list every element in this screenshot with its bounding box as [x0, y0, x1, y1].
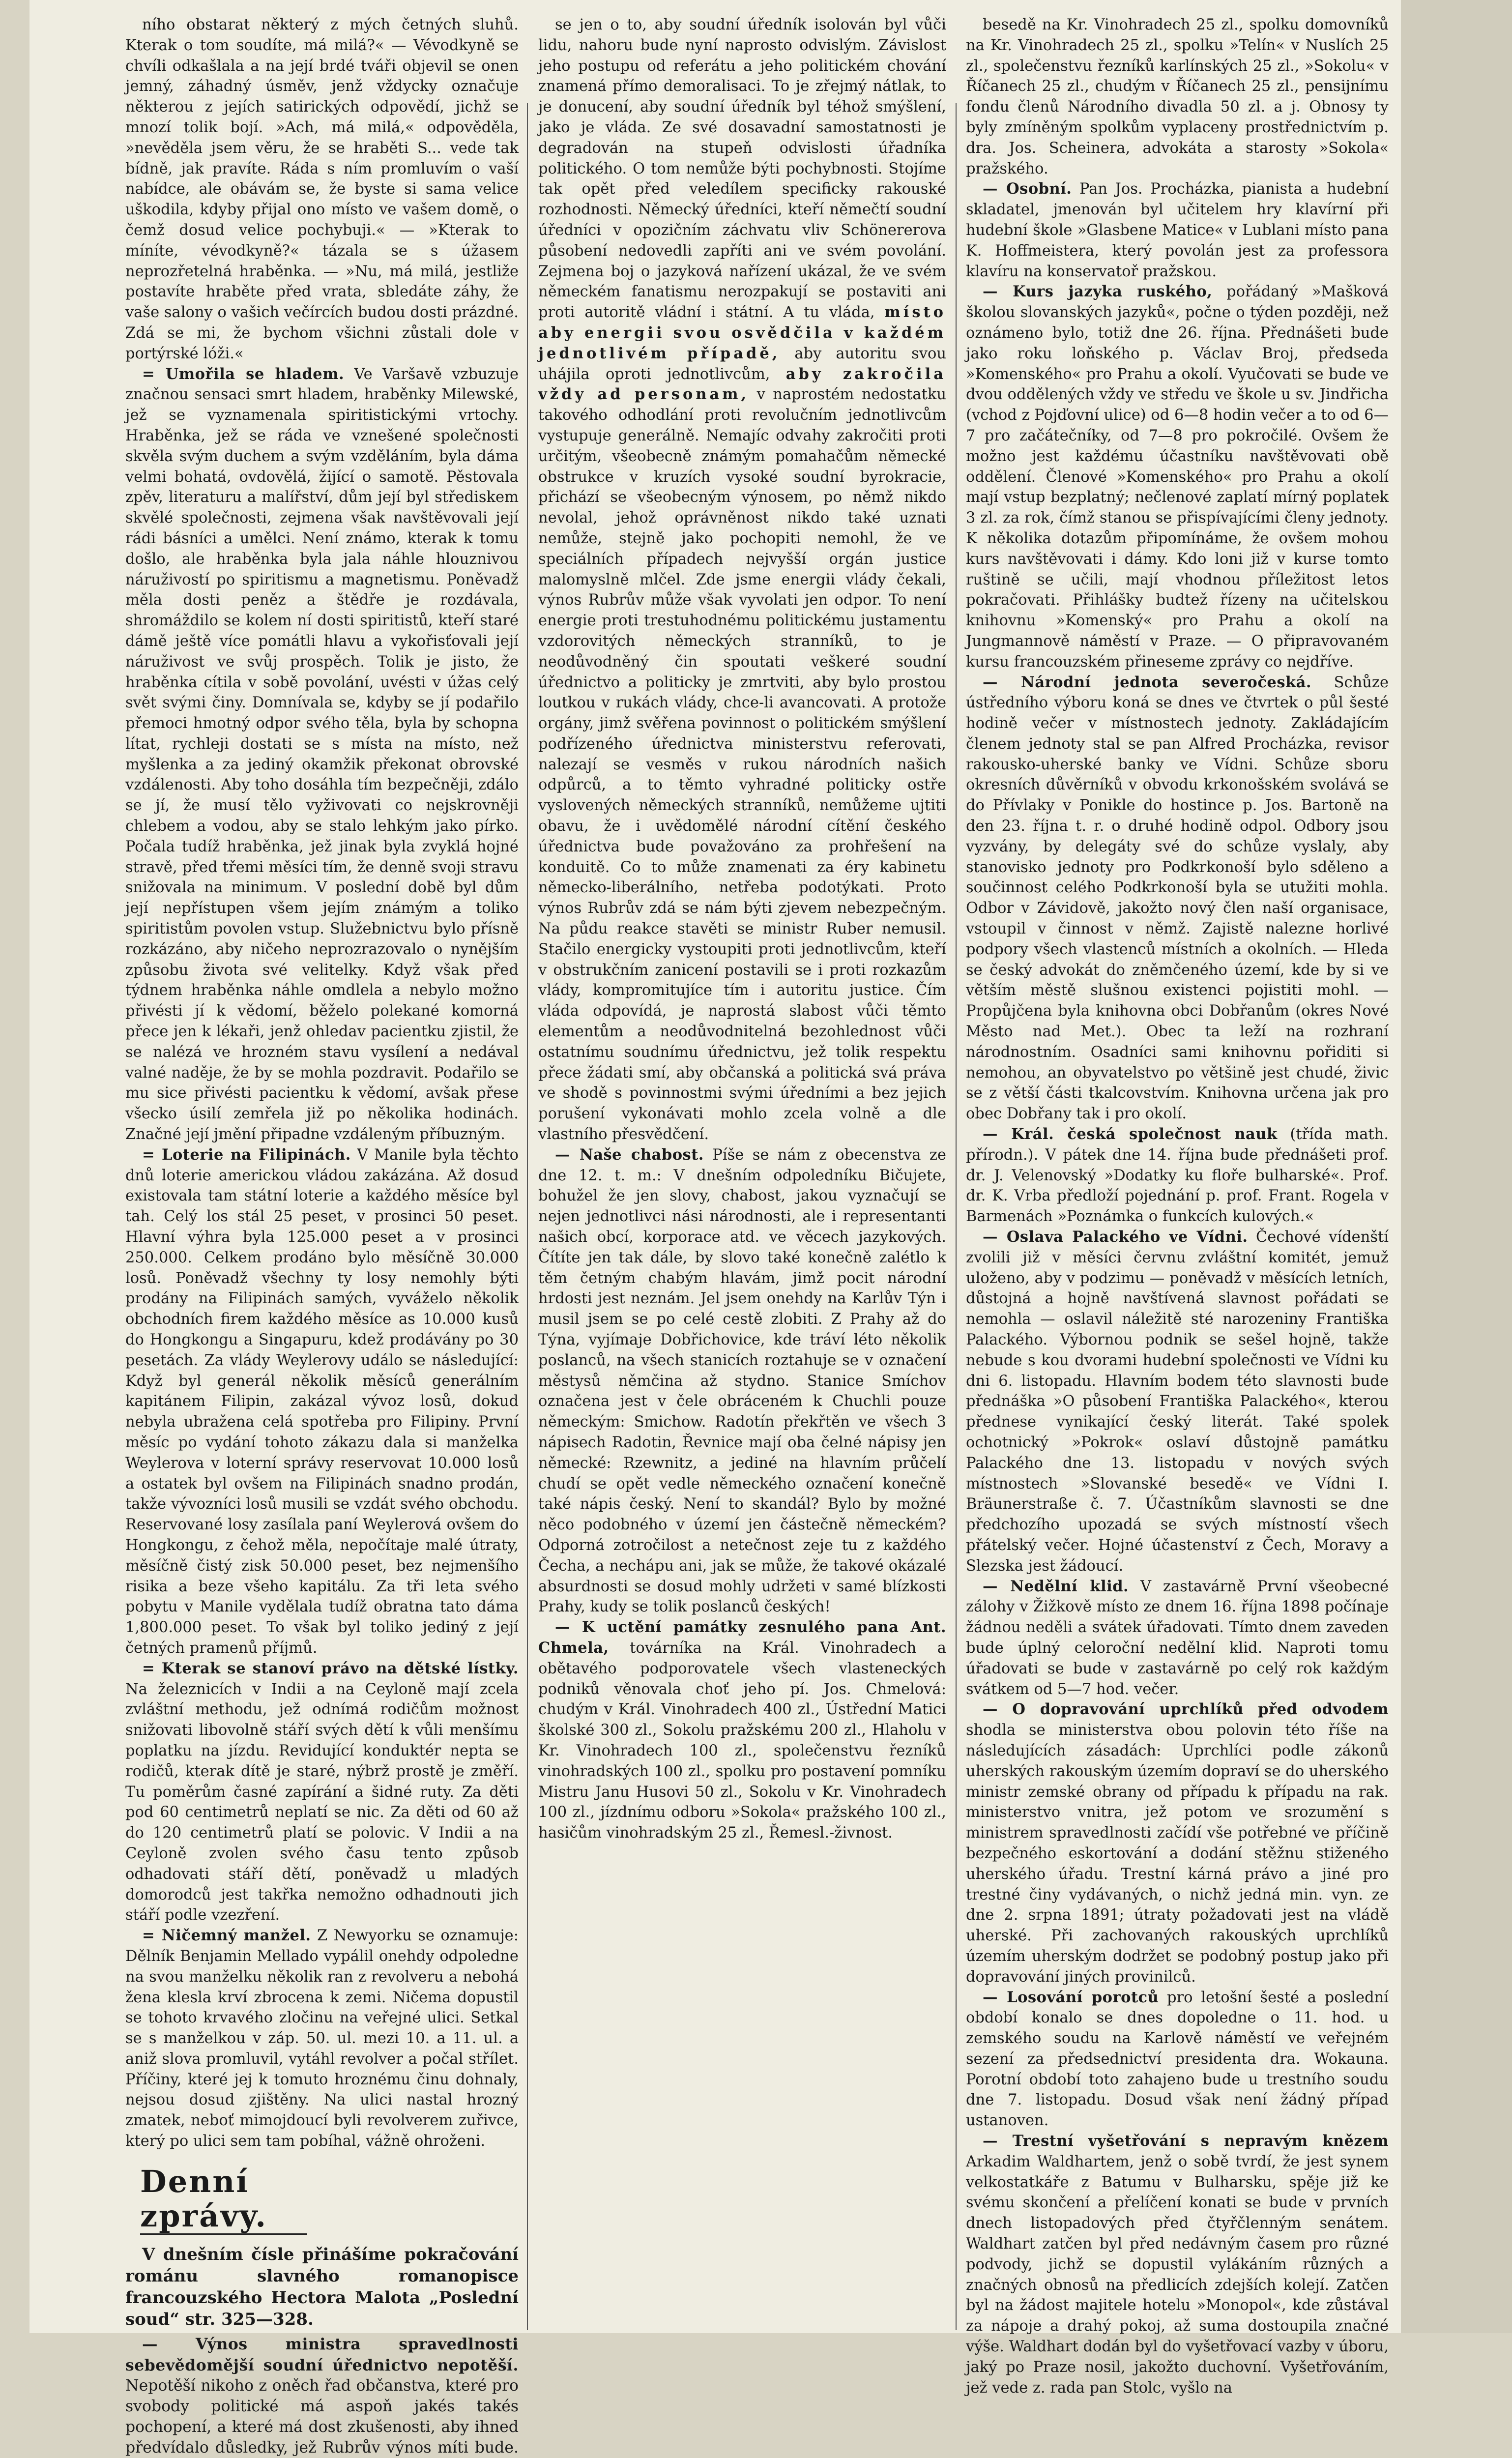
article-body: se jen o to, aby soudní úředník isolován byl vůči lidu, nahoru bude nyní naprosto odvislým. Závislost jeho postupu od referátu a jeho politickém chování znamená přímo demoralisaci. To je zřejmý nátlak, to je donucení, aby soudní úředník byl téhož smýšlení, jako je vláda. Ze své dosavadní samostatnosti je degradován na stupeň odvislosti úřadníka politického. O tom nemůže býti pochybnosti. Stojíme tak opět před veledílem specificky rakouské rozhodnosti. Německý úředníci, kteří němečtí soudní úředníci v opozičním záchvatu vliv Schönererova působení nedovedli zapříti ani ve svém povolání. Zejmena boj o jazyková nařízení ukázal, že ve svém německém fanatismu nerozpakují se postaviti ani proti autoritě vládní i státní. A tu vláda, — [538, 16, 946, 322]
article-headline: — Osobní. — [983, 180, 1072, 198]
emphasis-text: místo aby energii svou osvědčila v každém jednotlivém případě, — [538, 303, 946, 362]
article-body: V Manile byla těchto dnů loterie americkou vládou zakázána. Až dosud existovala tam státní loterie a každého měsíce byl tah. Celý los stál 25 peset, v prosinci 50 peset. Hlavní výhra byla 125.000 peset a v prosinci 250.000. Celkem prodáno bylo měsíčně 30.000 losů. Poněvadž všechny ty losy nemohly býti prodány na Filipinách samých, vyváželo několik obchodních firem každého měsíce as 10.000 kusů do Hongkongu a Singapuru, kdež prodávány po 30 pesetách. Za vlády Weylerovy událo se následující: Když byl generál několik měsíců generálním kapitánem Filipin, zakázal vývoz losů, dokud nebyla ubražena celá spotřeba pro Filipiny. První měsíc po vydání tohoto zákazu dala si manželka Weylerova v loterní správy reservovat 10.000 losů a ostatek byl ovšem na Filipinách snadno prodán, takže vývozníci losů musili se vzdát svého obchodu. Reservované losy zasílala paní Weylerová ovšem do Hongkongu, z čehož měla, nepočítaje malé útraty, měsíčně čistý zisk 50.000 peset, bez nejmenšího risika a beze všeho kapitálu. Za tři leta svého pobytu v Manile vydělala tudíž obratna tato dáma 1,800.000 peset. To však byl toliko jediný z její četných pramenů příjmů. — [125, 1146, 519, 1657]
column-1 — [125, 15, 519, 2457]
article-continuation: ního obstarat některý z mých četných sluhů. Kterak o tom soudíte, má milá?« — Vévodkyně se chvíli odkašlala a na její brdé tváři objevil se onen jemný, záhadný úsměv, jenž vždycky označuje některou z jejích satirických odpovědí, jichž se mnozí tolik bojí. »Ach, má milá,« odpověděla, »nevěděla jsem věru, že se hraběti S... vede tak bídně, jak pravíte. Ráda s ním promluvím o vaší nabídce, ale obávám se, že byste si sama velice uškodila, kdyby přijal ono místo ve vašem domě, o čemž dosud velice pochybuji.« — »Kterak to míníte, vévodkyně?« tázala se s úžasem neprozřetelná hraběnka. — »Nu, má milá, jestliže postavíte hraběte před vrata, sbledáte záhy, že vaše salony o vašich večírcích budou dosti prázdné. Zdá se mi, že bychom všichni zůstali dole v portýrské lóži.« — [125, 16, 519, 362]
article-body: Ve Varšavě vzbuzuje značnou sensaci smrt hladem, hraběnky Milewské, jež se vyznamenala spiritistickými vrtochy. Hraběnka, jež se ráda ve vznešené společnosti skvěla svým duchem a svým vzděláním, byla dáma velmi bohatá, ovdovělá, žijící o samotě. Pěstovala zpěv, literaturu a malířství, dům její byl střediskem skvělé společnosti, zejmena však navštěvovali její rádi básníci a umělci. Není známo, kterak k tomu došlo, ale hraběnka byla jala náhle hlouznivou náruživostí po spiritismu a magnetismu. Poněvadž měla dosti peněz a štědře je rozdávala, shromáždilo se kolem ní dosti spiritistů, kteří staré dámě ještě více pomátli hlavu a vykořisťovali její náruživost ve svůj prospěch. Tolik je jisto, že hraběnka cítila v sobě povolání, uvésti v úžas celý svět svými činy. Domnívala se, kdyby se jí podařilo přemoci hmotný odpor svého těla, byla by schopna lítat, rychleji dostati se s místa na místo, než myšlenka a za jediný okamžik překonat obrovské vzdálenosti. Aby toho dosáhla tím bezpečněji, zdálo se jí, že musí tělo vyživovati co nejskrovněji chlebem a vodou, aby se stalo lehkým jako pírko. Počala tudíž hraběnka, jež jinak byla zvyklá hojné stravě, před třemi měsíci tím, že denně svoji stravu snižovala na minimum. V poslední době byl dům její nepřístupen všem jejím známým a toliko spiritistům povolen vstup. Služebnictvu bylo přísně rozkázáno, aby ničeho neprozrazovalo o nynějším způsobu života své velitelky. Když však před týdnem hraběnka náhle omdlela a nebylo možno přivésti jí k vědomí, běželo polekané komorná přece jen k lékaři, jenž ohledav pacientku zjistil, že se nalézá ve hrozném stavu vysílení a nedával valné naděje, že by se mohla pozdravit. Podařilo se mu sice přivésti pacientku k vědomí, avšak přese všecko úsilí zemřela již po několika hodinách. Značné její jmění připadne vzdáleným příbuzným. — [125, 365, 519, 1143]
article — [966, 1124, 1389, 1227]
article — [125, 2334, 519, 2458]
article — [125, 1145, 519, 1659]
section-heading: Denní zprávy. — [140, 2165, 307, 2235]
column-rule — [527, 103, 528, 2330]
article-headline: — O dopravování uprchlíků před odvodem — [983, 1700, 1389, 1719]
article-body: továrníka na Král. Vinohradech a obětavého podporovatele všech vlasteneckých podniků věnovala choť jeho pí. Jos. Chmelová: chudým v Král. Vinohradech 400 zl., Ústřední Matici školské 300 zl., Sokolu pražskému 200 zl., Hlaholu v Kr. Vinohradech 100 zl., společenstvu řezníků vinohradských 100 zl., spolku pro postavení pomníku Mistru Janu Husovi 50 zl., Sokolu v Kr. Vinohradech 100 zl., jízdnímu odboru »Sokola« pražského 100 zl., hasičům vinohradským 25 zl., Řemesl.-živnost. — [538, 1639, 946, 1842]
article-body: Arkadim Waldhartem, jenž o sobě tvrdí, že jest synem velkostatkáře z Batumu v Bulharsku, spěje již ke svému skončení a přelíčení konati se bude v prvních dnech listopadových před čtyřčlenným senátem. Waldhart zatčen byl před nedávným časem pro různé podvody, jichž se dopustil vylákáním různých a značných obnosů na předlicích zdejších kolejí. Zatčen byl na žádost majitele hotelu »Monopol«, kde zůstával za nápoje a drahý pokoj, až suma dostoupila značné výše. Waldhart dodán byl do vyšetřovací vazby v úboru, jaký po Praze nosil, jakožto duchovní. Vyšetřováním, jež vede z. rada pan Stolc, vyšlo na — [966, 2153, 1389, 2397]
article-headline: — K uctění památky zesnulého pana Ant. Chmela, — [538, 1618, 946, 1657]
article — [966, 1699, 1389, 1987]
column-2 — [538, 15, 946, 2320]
scan-margin — [1401, 0, 1512, 2333]
article-continuation — [538, 15, 946, 1145]
article-headline: = Loterie na Filipinách. — [142, 1145, 351, 1164]
article-headline: — Oslava Palackého ve Vídni. — [983, 1228, 1248, 1246]
article — [966, 1577, 1389, 1700]
article-headline: — Naše chabost. — [555, 1145, 704, 1164]
article — [966, 179, 1389, 282]
article-body: Píše se nám z obecenstva ze dne 12. t. m.: V dnešním odpoledníku Bičujete, bohužel že jen slovy, chabost, jakou vyznačují se nejen jednotlivci nási národnosti, ale i representanti našich obcí, korporace atd. ve věcech jazykových. Čítíte jen tak dále, by slovo také konečně zalétlo k těm četným chabým hlavám, jimž pocit národní hrdosti jest neznám. Jel jsem onehdy na Karlův Týn i musil jsem se po celé cestě zlobiti. Z Prahy až do Týna, vyjímaje Dobřichovice, kde tráví léto několik poslanců, na všech stanicích roztahuje se v označení městysů němčina až stydno. Stanice Smíchov označena jest v čele obráceném k Chuchli pouze německým: Smichow. Radotín překřtěn ve všech 3 nápisech Radotin, Řevnice mají oba čelné nápisy jen německé: Rzewnitz, a jediné na hlavním průčelí chudí se opět vedle německého označení konečně také nápis český. Není to skandál? Bylo by možné něco podobného v území jen částečně německém? Odporná zotročilost a netečnost zeje tu z každého Čecha, a nechápu ani, jak se může, že takové okázalé absurdnosti se dosud mohly udržeti v samé blízkosti Prahy, kudy se tolik poslanců českých! — [538, 1146, 946, 1616]
article — [966, 1227, 1389, 1577]
article-headline: = Kterak se stanoví právo na dětské lístky. — [142, 1659, 519, 1677]
article-headline: — Výnos ministra spravedlnosti sebevědomější soudní úřednictvo nepotěší. — [125, 2335, 519, 2374]
column-3 — [966, 15, 1389, 2397]
article-body: (třída math. přírodn.). V pátek dne 14. října bude přednášeti prof. dr. J. Velenovský »Dodatky ku floře bulharské«. Prof. dr. K. Vrba předloží pojednání p. prof. Frant. Rogela v Barmenách »Poznámka o funkcích kulových.« — [966, 1126, 1389, 1226]
article-body: aby autoritu svou uhájila oproti jednotlivcům, — [538, 345, 947, 383]
article-body: Na železnicích v Indii a na Ceyloně mají zcela zvláštní methodu, jež odnímá rodičům možnost snižovati libovolně stáří svých dětí k vůli menšímu poplatku na jízdu. Revidující konduktér nepta se rodičů, kterak dítě je staré, nýbrž prostě je změří. Tu poměrům časné zapírání a šidné ruty. Za děti pod 60 centimetrů neplatí se nic. Za děti od 60 až do 120 centimetrů platí se polovic. V Indii a na Ceyloně zvolen svého času tento způsob odhadovati stáří dětí, poněvadž u mladých domorodců jest takřka nemožno odhadnouti jich stáří podle vzezření. — [125, 1680, 519, 1924]
article — [125, 1926, 519, 2152]
article — [125, 364, 519, 1145]
article-headline: — Národní jednota severočeská. — [983, 673, 1312, 691]
article-headline: = Umořila se hladem. — [142, 365, 345, 383]
article-body: Z Newyorku se oznamuje: Dělník Benjamin Mellado vypálil onehdy odpoledne na svou manželku několik ran z revolveru a nebohá žena klesla krví zbrocena k zemi. Ničema dopustil se tohoto krvavého zločinu na veřejné ulici. Setkal se s manželkou v záp. 50. ul. mezi 10. a 11. ul. a aniž slova promluvil, vytáhl revolver a počal střílet. Příčiny, které jej k tomuto hroznému činu dohnaly, nejsou dosud zjištěny. Na ulici nastal hrozný zmatek, neboť mimojdoucí byli revolverem zuřivce, který po ulici sem tam pobíhal, vážně ohroženi. — [125, 1927, 519, 2150]
column-rule — [956, 103, 957, 2330]
article-body: Pan Jos. Procházka, pianista a hudební skladatel, jmenován byl učitelem hry klavírní při hudební škole »Glasbene Matice« v Lublani místo pana K. Hoffmeistera, který povolán jest za professora klavíru na konservatoř pražskou. — [966, 180, 1389, 280]
article-body: shodla se ministerstva obou polovin této říše na následujících zásadách: Uprchlíci podle zákonů uherských rakouským územím dopraví se do uherského ministr zemské obrany od případu k případu na rak. ministerstvo vnitra, jež potom ve srozumění s ministrem spravedlnosti začídí vše potřebné ve příčině bezpečného eskortování a dodání stěžnu stiženého uherského úřadu. Trestní kárná právo a jiné pro trestné činy vydávaných, o nichž jedná min. vyn. ze dne 2. srpna 1891; útraty požadovati jest na vládě uherské. Při zachovaných rakouských uprchlíků územím uherským dodržet se podobný postup jako při dopravování jiných provinilců. — [966, 1722, 1389, 1986]
article — [538, 1145, 946, 1617]
article — [966, 1988, 1389, 2132]
article-headline: — Kurs jazyka ruského, — [983, 283, 1213, 301]
emphasis-text: aby zakročila vždy ad personam, — [538, 365, 946, 404]
article — [966, 673, 1389, 1125]
article-continuation: besedě na Kr. Vinohradech 25 zl., spolku domovníků na Kr. Vinohradech 25 zl., spolku »Telín« v Nuslích 25 zl., společenstvu řezníků karlínských 25 zl., »Sokolu« v Říčanech 25 zl., chudým v Říčanech 25 zl., pensijnímu fondu členů Národního divadla 50 zl. a j. Obnosy ty byly zmíněným spolkům vyplaceny prostřednictvím p. dra. Jos. Scheinera, advokáta a starosty »Sokola« pražského. — [966, 16, 1389, 177]
article-headline: — Nedělní klid. — [983, 1577, 1129, 1595]
article — [125, 1659, 519, 1926]
article-headline: — Losování porotců — [983, 1988, 1159, 2006]
article — [966, 282, 1389, 672]
article-body: pro letošní šesté a poslední období konalo se dnes dopoledne o 11. hod. u zemského soudu na Karlově náměstí ve veřejném sezení za předsednictví presidenta dra. Wokauna. Porotní období toto zahajeno bude u trestního soudu dne 7. listopadu. Dosud však není žádný případ ustanoven. — [966, 1989, 1389, 2130]
article-headline: = Ničemný manžel. — [142, 1927, 311, 1945]
article-body: v naprostém nedostatku takového odhodlání proti revolučním jednotlivcům vystupuje generálně. Nemajíc odvahy zakročiti proti určitým, všeobecně známým pomahačům německé obstrukce v kruzích vysoké soudní byrokracie, přichází se všeobecným výnosem, po němž nikdo nevolal, jehož oprávněnost nikdo také uznati nemůže, stejně jako pochopiti nemohl, že ve speciálních případech nejvyšší orgán justice malomyslně mlčel. Zde jsme energii vlády čekali, výnos Rubrův může však vyvolati jen odpor. To není energie proti trestuhodnému politickému justamentu vzdorovitých německých stranníků, to je neodůvodněný čin spoutati veškeré soudní úřednictvo a politicky je zmrtviti, aby bylo prostou loutkou v rukách vlády, chce-li avancovati. A protože orgány, jimž svěřena povinnost o politickém smýšlení podřízeného úřednictva ministerstvu referovati, nalezají se vesměs v rukou národních našich odpůrců, a to těmto vyhradné politicky ostře vyslovených německých stranníků, nemůžeme ujtiti obavu, že i uvědomělé národní cítění českého úřednictva bude považováno za prohřešení na konduitě. Co to může znamenati za éry kabinetu německo-liberálního, netřeba podotýkati. Proto výnos Rubrův zdá se nám býti zjevem nebezpečným. Na půdu reakce stavěti se ministr Ruber nemusil. Stačilo energicky vystoupiti proti jednotlivcům, kteří v obstrukčním zanicení postavili se i proti rozkazům vlády, kompromitujíce tím i autoritu justice. Čím vláda odpovídá, je naprostá slabost vůči těmto elementům a neodůvodnitelná bezohlednost vůči ostatnímu soudnímu úřednictvu, jež tolik respektu přece žádati smí, aby občanská a politická svá práva ve shodě s povinnostmi svými úředními a bez jejich porušení vykonávati mohlo zcela volně a dle vlastního přesvědčení. — [538, 386, 947, 1143]
article-headline: — Král. česká společnost nauk — [983, 1125, 1278, 1143]
article — [966, 2131, 1389, 2398]
article-body: pořádaný »Mašková školou slovanských jazyků«, počne o týden později, než oznámeno bylo, totiž dne 26. října. Přednášeti bude jako roku loňského p. Václav Broj, předseda »Komenského« pro Prahu a okolí. Vyučovati se bude ve dvou oddělených vždy ve středu ve škole u sv. Jindřicha (vchod z Pojďovní ulice) od 6—8 hodin večer a to od 6—7 pro začátečníky, od 7—8 pro pokročilé. Ovšem že možno jest každému účastníku navštěvovati obě oddělení. Členové »Komenského« pro Prahu a okolí mají vstup bezplatný; nečlenové zaplatí mírný poplatek 3 zl. za rok, čímž stanou se přispívajícími členy jednoty. K několika dotazům připomínáme, že ovšem mohou kurs navštěvovati i dámy. Kdo loni již v kurse tomto ruštině se učili, mají vhodnou příležitost letos pokračovati. Přihlášky budtež řízeny na učitelskou knihovnu »Komenský« pro Prahu a okolí na Jungmannově náměstí v Praze. — O připravovaném kursu francouzském přineseme zprávy co nejdříve. — [966, 283, 1389, 671]
article-headline: — Trestní vyšetřování s nepravým knězem — [983, 2132, 1389, 2150]
article — [538, 1617, 946, 1844]
article-body: Čechové vídenští zvolili již v měsíci červnu zvláštní komitét, jemuž uloženo, aby v podzimu — poněvadž v měsících letních, důstojná a hojně navštívená slavnost pořádati se nemohla — oslavil náležitě sté narozeniny Františka Palackého. Výbornou podnik se sešel hojně, takže nebude s kou dvorami hudební společnosti ve Vídni ku dni 6. listopadu. Hlavním bodem této slavnosti bude přednáška »O působení Františka Palackého«, kterou přednese vynikající český literát. Také spolek ochotnický »Pokrok« oslaví důstojně památku Palackého dne 13. listopadu v nových svých místnostech »Slovanské besedě« ve Vídni I. Bräunerstraße č. 7. Účastníkům slavnosti se dne předchozího upozadá se svých místností všech přátelský večer. Hojné účastenství z Čech, Moravy a Slezska jest žádoucí. — [966, 1229, 1389, 1575]
article-body: Schůze ústředního výboru koná se dnes ve čtvrtek o půl šesté hodině večer v místnostech jednoty. Zakládajícím členem jednoty stal se pan Alfred Procházka, revisor rakousko-uherské banky ve Vídni. Schůze sboru okresních důvěrníků v obvodu krkonošském svolává se do Přívlaky v Ponikle do hostince p. Jos. Bartoně na den 23. října t. r. o druhé hodině odpol. Odbory jsou vyzvány, by delegáty své do schůze vyslaly, aby stanovisko jednoty pro Podkrkonoší bylo sděleno a součinnost celého Podkrkonoší byla se utužiti mohla. Odbor v Závidově, jakožto nový člen naší organisace, vstoupil v činnost v němž. Zajistě nalezne horlivé podpory všech vlastenců místních a okolních. — Hleda se český advokát do zněmčeného území, kde by si ve větším městě slušnou existenci pojistiti mohl. — Propůjčena byla knihovna obci Dobřanům (okres Nové Město nad Met.). Obec ta leží na rozhraní národnostním. Osadníci sami knihovnu pořiditi si nemohou, an obyvatelstvo po většině jest chudé, živic se z větší části tkalcovstvím. Knihovna určena jak pro obec Dobřany tak i pro okolí. — [966, 673, 1389, 1123]
article-body: Nepotěší nikoho z oněch řad občanstva, které pro svobody politické má aspoň jakés takés pochopení, a které má dost zkušenosti, aby ihned předvídalo důsledky, jež Rubrův výnos míti bude. — [125, 2377, 519, 2457]
serial-notice: V dnešním čísle přinášíme pokračování románu slavného romanopisce francouzského Hectora Malota „Poslední soud“ str. 325—328. — [125, 2244, 519, 2329]
article-body: V zastavárně První všeobecné zálohy v Žižkově místo ze dnem 16. října 1898 počínaje žádnou neděli a svátek úřadovati. Tímto dnem zaveden bude úplný celoroční nedělní klid. Naproti tomu úřadovati se bude v zastavárně po celý rok každým svátkem od 5—7 hod. večer. — [966, 1578, 1389, 1698]
